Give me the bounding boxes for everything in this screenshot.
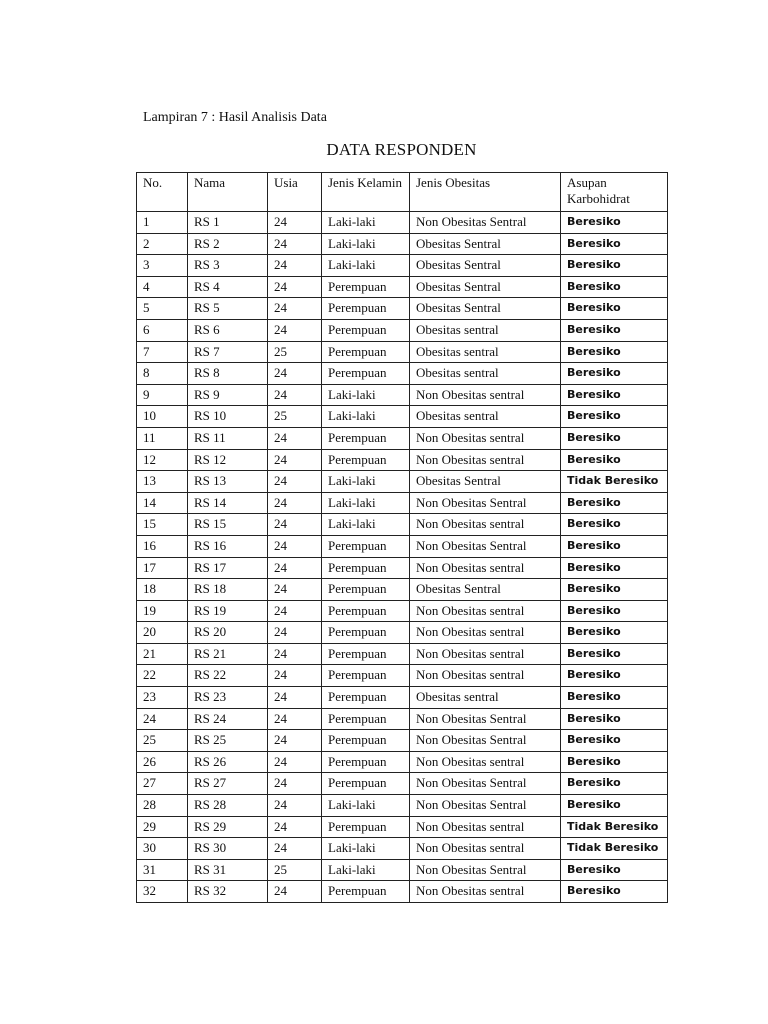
cell-jenis-kelamin: Perempuan [322,816,410,838]
cell-usia: 24 [268,298,322,320]
table-row [137,276,668,298]
cell-no: 6 [137,319,188,341]
cell-no: 7 [137,341,188,363]
cell-nama: RS 14 [188,492,268,514]
cell-asupan-karbohidrat: Beresiko [561,233,668,255]
cell-jenis-kelamin: Laki-laki [322,838,410,860]
cell-asupan-karbohidrat: Beresiko [561,449,668,471]
cell-asupan-karbohidrat: Beresiko [561,535,668,557]
column-header-jenis-obesitas: Jenis Obesitas [410,173,561,212]
table-row [137,363,668,385]
cell-usia: 24 [268,838,322,860]
cell-nama: RS 31 [188,859,268,881]
table-row [137,643,668,665]
cell-asupan-karbohidrat: Beresiko [561,406,668,428]
table-row [137,471,668,493]
cell-jenis-obesitas: Non Obesitas sentral [410,643,561,665]
cell-asupan-karbohidrat: Tidak Beresiko [561,471,668,493]
column-header-usia: Usia [268,173,322,212]
cell-asupan-karbohidrat: Beresiko [561,276,668,298]
cell-nama: RS 5 [188,298,268,320]
cell-nama: RS 15 [188,514,268,536]
cell-jenis-obesitas: Obesitas Sentral [410,276,561,298]
cell-no: 26 [137,751,188,773]
cell-usia: 24 [268,212,322,234]
cell-usia: 25 [268,341,322,363]
cell-no: 27 [137,773,188,795]
cell-nama: RS 27 [188,773,268,795]
cell-asupan-karbohidrat: Beresiko [561,298,668,320]
cell-jenis-kelamin: Perempuan [322,298,410,320]
cell-nama: RS 24 [188,708,268,730]
cell-jenis-kelamin: Laki-laki [322,514,410,536]
cell-usia: 24 [268,730,322,752]
table-row [137,255,668,277]
cell-usia: 24 [268,384,322,406]
cell-usia: 24 [268,643,322,665]
cell-no: 29 [137,816,188,838]
cell-jenis-kelamin: Perempuan [322,643,410,665]
cell-jenis-obesitas: Obesitas sentral [410,363,561,385]
cell-usia: 24 [268,579,322,601]
cell-usia: 24 [268,816,322,838]
cell-asupan-karbohidrat: Beresiko [561,363,668,385]
cell-jenis-kelamin: Perempuan [322,557,410,579]
cell-asupan-karbohidrat: Beresiko [561,319,668,341]
table-row [137,298,668,320]
cell-jenis-kelamin: Perempuan [322,730,410,752]
cell-usia: 24 [268,276,322,298]
cell-no: 4 [137,276,188,298]
cell-jenis-kelamin: Perempuan [322,773,410,795]
cell-asupan-karbohidrat: Beresiko [561,492,668,514]
respondent-table [136,172,668,903]
cell-no: 32 [137,881,188,903]
cell-jenis-obesitas: Obesitas Sentral [410,298,561,320]
cell-jenis-obesitas: Non Obesitas sentral [410,665,561,687]
cell-usia: 24 [268,449,322,471]
cell-jenis-kelamin: Laki-laki [322,384,410,406]
cell-jenis-obesitas: Non Obesitas Sentral [410,492,561,514]
cell-nama: RS 11 [188,427,268,449]
cell-nama: RS 22 [188,665,268,687]
cell-nama: RS 17 [188,557,268,579]
cell-asupan-karbohidrat: Beresiko [561,579,668,601]
table-row [137,622,668,644]
table-row [137,492,668,514]
cell-usia: 24 [268,665,322,687]
cell-jenis-obesitas: Obesitas Sentral [410,233,561,255]
table-row [137,449,668,471]
cell-no: 10 [137,406,188,428]
column-header-asupan-karbohidrat: Asupan Karbohidrat [561,173,668,212]
cell-asupan-karbohidrat: Beresiko [561,687,668,709]
cell-nama: RS 7 [188,341,268,363]
cell-jenis-kelamin: Laki-laki [322,492,410,514]
cell-jenis-obesitas: Non Obesitas sentral [410,881,561,903]
document-title: DATA RESPONDEN [326,140,477,159]
cell-no: 9 [137,384,188,406]
cell-no: 2 [137,233,188,255]
cell-asupan-karbohidrat: Beresiko [561,859,668,881]
cell-jenis-kelamin: Perempuan [322,622,410,644]
cell-jenis-kelamin: Perempuan [322,535,410,557]
cell-asupan-karbohidrat: Tidak Beresiko [561,816,668,838]
cell-asupan-karbohidrat: Tidak Beresiko [561,838,668,860]
cell-asupan-karbohidrat: Beresiko [561,881,668,903]
column-header-no: No. [137,173,188,212]
cell-no: 13 [137,471,188,493]
cell-jenis-obesitas: Non Obesitas Sentral [410,795,561,817]
column-header-jenis-kelamin: Jenis Kelamin [322,173,410,212]
cell-asupan-karbohidrat: Beresiko [561,665,668,687]
cell-usia: 24 [268,881,322,903]
cell-jenis-kelamin: Perempuan [322,708,410,730]
cell-usia: 24 [268,492,322,514]
cell-no: 17 [137,557,188,579]
cell-jenis-obesitas: Non Obesitas Sentral [410,859,561,881]
cell-jenis-obesitas: Non Obesitas sentral [410,514,561,536]
cell-nama: RS 3 [188,255,268,277]
cell-jenis-kelamin: Laki-laki [322,212,410,234]
cell-jenis-obesitas: Non Obesitas Sentral [410,730,561,752]
cell-usia: 24 [268,751,322,773]
cell-nama: RS 23 [188,687,268,709]
cell-usia: 24 [268,557,322,579]
cell-asupan-karbohidrat: Beresiko [561,427,668,449]
cell-usia: 24 [268,255,322,277]
cell-no: 30 [137,838,188,860]
cell-asupan-karbohidrat: Beresiko [561,557,668,579]
table-row [137,816,668,838]
cell-asupan-karbohidrat: Beresiko [561,255,668,277]
cell-asupan-karbohidrat: Beresiko [561,773,668,795]
cell-jenis-obesitas: Obesitas sentral [410,341,561,363]
cell-asupan-karbohidrat: Beresiko [561,384,668,406]
cell-jenis-obesitas: Obesitas Sentral [410,255,561,277]
cell-jenis-obesitas: Non Obesitas sentral [410,816,561,838]
table-row [137,687,668,709]
table-row [137,838,668,860]
cell-no: 20 [137,622,188,644]
table-row [137,751,668,773]
cell-usia: 24 [268,319,322,341]
cell-jenis-kelamin: Perempuan [322,881,410,903]
cell-jenis-kelamin: Laki-laki [322,471,410,493]
cell-jenis-obesitas: Obesitas Sentral [410,471,561,493]
cell-jenis-obesitas: Non Obesitas Sentral [410,773,561,795]
table-row [137,319,668,341]
cell-usia: 24 [268,514,322,536]
cell-usia: 24 [268,773,322,795]
cell-asupan-karbohidrat: Beresiko [561,341,668,363]
cell-jenis-obesitas: Non Obesitas sentral [410,751,561,773]
cell-no: 18 [137,579,188,601]
table-row [137,881,668,903]
cell-jenis-obesitas: Non Obesitas Sentral [410,212,561,234]
cell-asupan-karbohidrat: Beresiko [561,730,668,752]
cell-nama: RS 9 [188,384,268,406]
cell-jenis-obesitas: Non Obesitas sentral [410,600,561,622]
table-row [137,427,668,449]
cell-jenis-obesitas: Non Obesitas sentral [410,557,561,579]
cell-jenis-obesitas: Non Obesitas Sentral [410,535,561,557]
table-row [137,233,668,255]
cell-asupan-karbohidrat: Beresiko [561,514,668,536]
cell-no: 21 [137,643,188,665]
cell-nama: RS 2 [188,233,268,255]
cell-jenis-kelamin: Perempuan [322,427,410,449]
cell-nama: RS 1 [188,212,268,234]
cell-no: 14 [137,492,188,514]
cell-asupan-karbohidrat: Beresiko [561,622,668,644]
cell-nama: RS 29 [188,816,268,838]
cell-jenis-kelamin: Perempuan [322,600,410,622]
cell-asupan-karbohidrat: Beresiko [561,751,668,773]
cell-no: 31 [137,859,188,881]
column-header-nama: Nama [188,173,268,212]
cell-usia: 24 [268,622,322,644]
cell-no: 24 [137,708,188,730]
cell-no: 12 [137,449,188,471]
cell-jenis-kelamin: Laki-laki [322,859,410,881]
cell-usia: 25 [268,859,322,881]
cell-usia: 24 [268,535,322,557]
cell-jenis-obesitas: Obesitas Sentral [410,579,561,601]
cell-usia: 24 [268,600,322,622]
cell-jenis-obesitas: Obesitas sentral [410,319,561,341]
cell-jenis-kelamin: Perempuan [322,341,410,363]
cell-nama: RS 10 [188,406,268,428]
cell-no: 16 [137,535,188,557]
cell-asupan-karbohidrat: Beresiko [561,643,668,665]
table-row [137,859,668,881]
cell-asupan-karbohidrat: Beresiko [561,600,668,622]
table-row [137,773,668,795]
cell-nama: RS 21 [188,643,268,665]
table-row [137,384,668,406]
table-row [137,557,668,579]
cell-jenis-kelamin: Laki-laki [322,233,410,255]
cell-jenis-obesitas: Obesitas sentral [410,406,561,428]
cell-jenis-kelamin: Laki-laki [322,406,410,428]
cell-no: 15 [137,514,188,536]
cell-jenis-obesitas: Obesitas sentral [410,687,561,709]
cell-jenis-obesitas: Non Obesitas sentral [410,838,561,860]
table-row [137,579,668,601]
cell-jenis-obesitas: Non Obesitas sentral [410,384,561,406]
cell-no: 11 [137,427,188,449]
cell-jenis-obesitas: Non Obesitas Sentral [410,708,561,730]
cell-no: 25 [137,730,188,752]
cell-jenis-kelamin: Perempuan [322,751,410,773]
cell-usia: 24 [268,687,322,709]
cell-jenis-kelamin: Perempuan [322,579,410,601]
document-caption: Lampiran 7 : Hasil Analisis Data [143,110,327,125]
cell-usia: 24 [268,363,322,385]
table-row [137,665,668,687]
cell-nama: RS 16 [188,535,268,557]
cell-nama: RS 8 [188,363,268,385]
cell-jenis-kelamin: Laki-laki [322,255,410,277]
table-body [137,212,668,903]
cell-nama: RS 18 [188,579,268,601]
table-row [137,600,668,622]
cell-no: 3 [137,255,188,277]
cell-usia: 24 [268,795,322,817]
cell-jenis-kelamin: Perempuan [322,665,410,687]
cell-nama: RS 20 [188,622,268,644]
table-header-row [137,173,668,212]
table-row [137,514,668,536]
cell-nama: RS 26 [188,751,268,773]
cell-jenis-kelamin: Perempuan [322,363,410,385]
cell-no: 19 [137,600,188,622]
cell-jenis-kelamin: Perempuan [322,449,410,471]
table-row [137,341,668,363]
cell-no: 23 [137,687,188,709]
cell-asupan-karbohidrat: Beresiko [561,212,668,234]
cell-no: 5 [137,298,188,320]
cell-jenis-kelamin: Perempuan [322,276,410,298]
cell-nama: RS 12 [188,449,268,471]
table-row [137,406,668,428]
table-row [137,535,668,557]
cell-usia: 24 [268,471,322,493]
cell-asupan-karbohidrat: Beresiko [561,795,668,817]
cell-jenis-kelamin: Perempuan [322,319,410,341]
cell-no: 8 [137,363,188,385]
cell-no: 28 [137,795,188,817]
cell-nama: RS 19 [188,600,268,622]
cell-nama: RS 28 [188,795,268,817]
cell-jenis-kelamin: Laki-laki [322,795,410,817]
cell-nama: RS 30 [188,838,268,860]
cell-usia: 24 [268,708,322,730]
cell-jenis-obesitas: Non Obesitas sentral [410,622,561,644]
table-row [137,212,668,234]
cell-jenis-obesitas: Non Obesitas sentral [410,449,561,471]
cell-jenis-kelamin: Perempuan [322,687,410,709]
cell-no: 22 [137,665,188,687]
cell-asupan-karbohidrat: Beresiko [561,708,668,730]
table-row [137,708,668,730]
cell-usia: 24 [268,427,322,449]
cell-nama: RS 4 [188,276,268,298]
cell-nama: RS 32 [188,881,268,903]
cell-usia: 24 [268,233,322,255]
cell-usia: 25 [268,406,322,428]
cell-nama: RS 25 [188,730,268,752]
cell-nama: RS 13 [188,471,268,493]
table-row [137,795,668,817]
table-row [137,730,668,752]
cell-jenis-obesitas: Non Obesitas sentral [410,427,561,449]
cell-nama: RS 6 [188,319,268,341]
cell-no: 1 [137,212,188,234]
